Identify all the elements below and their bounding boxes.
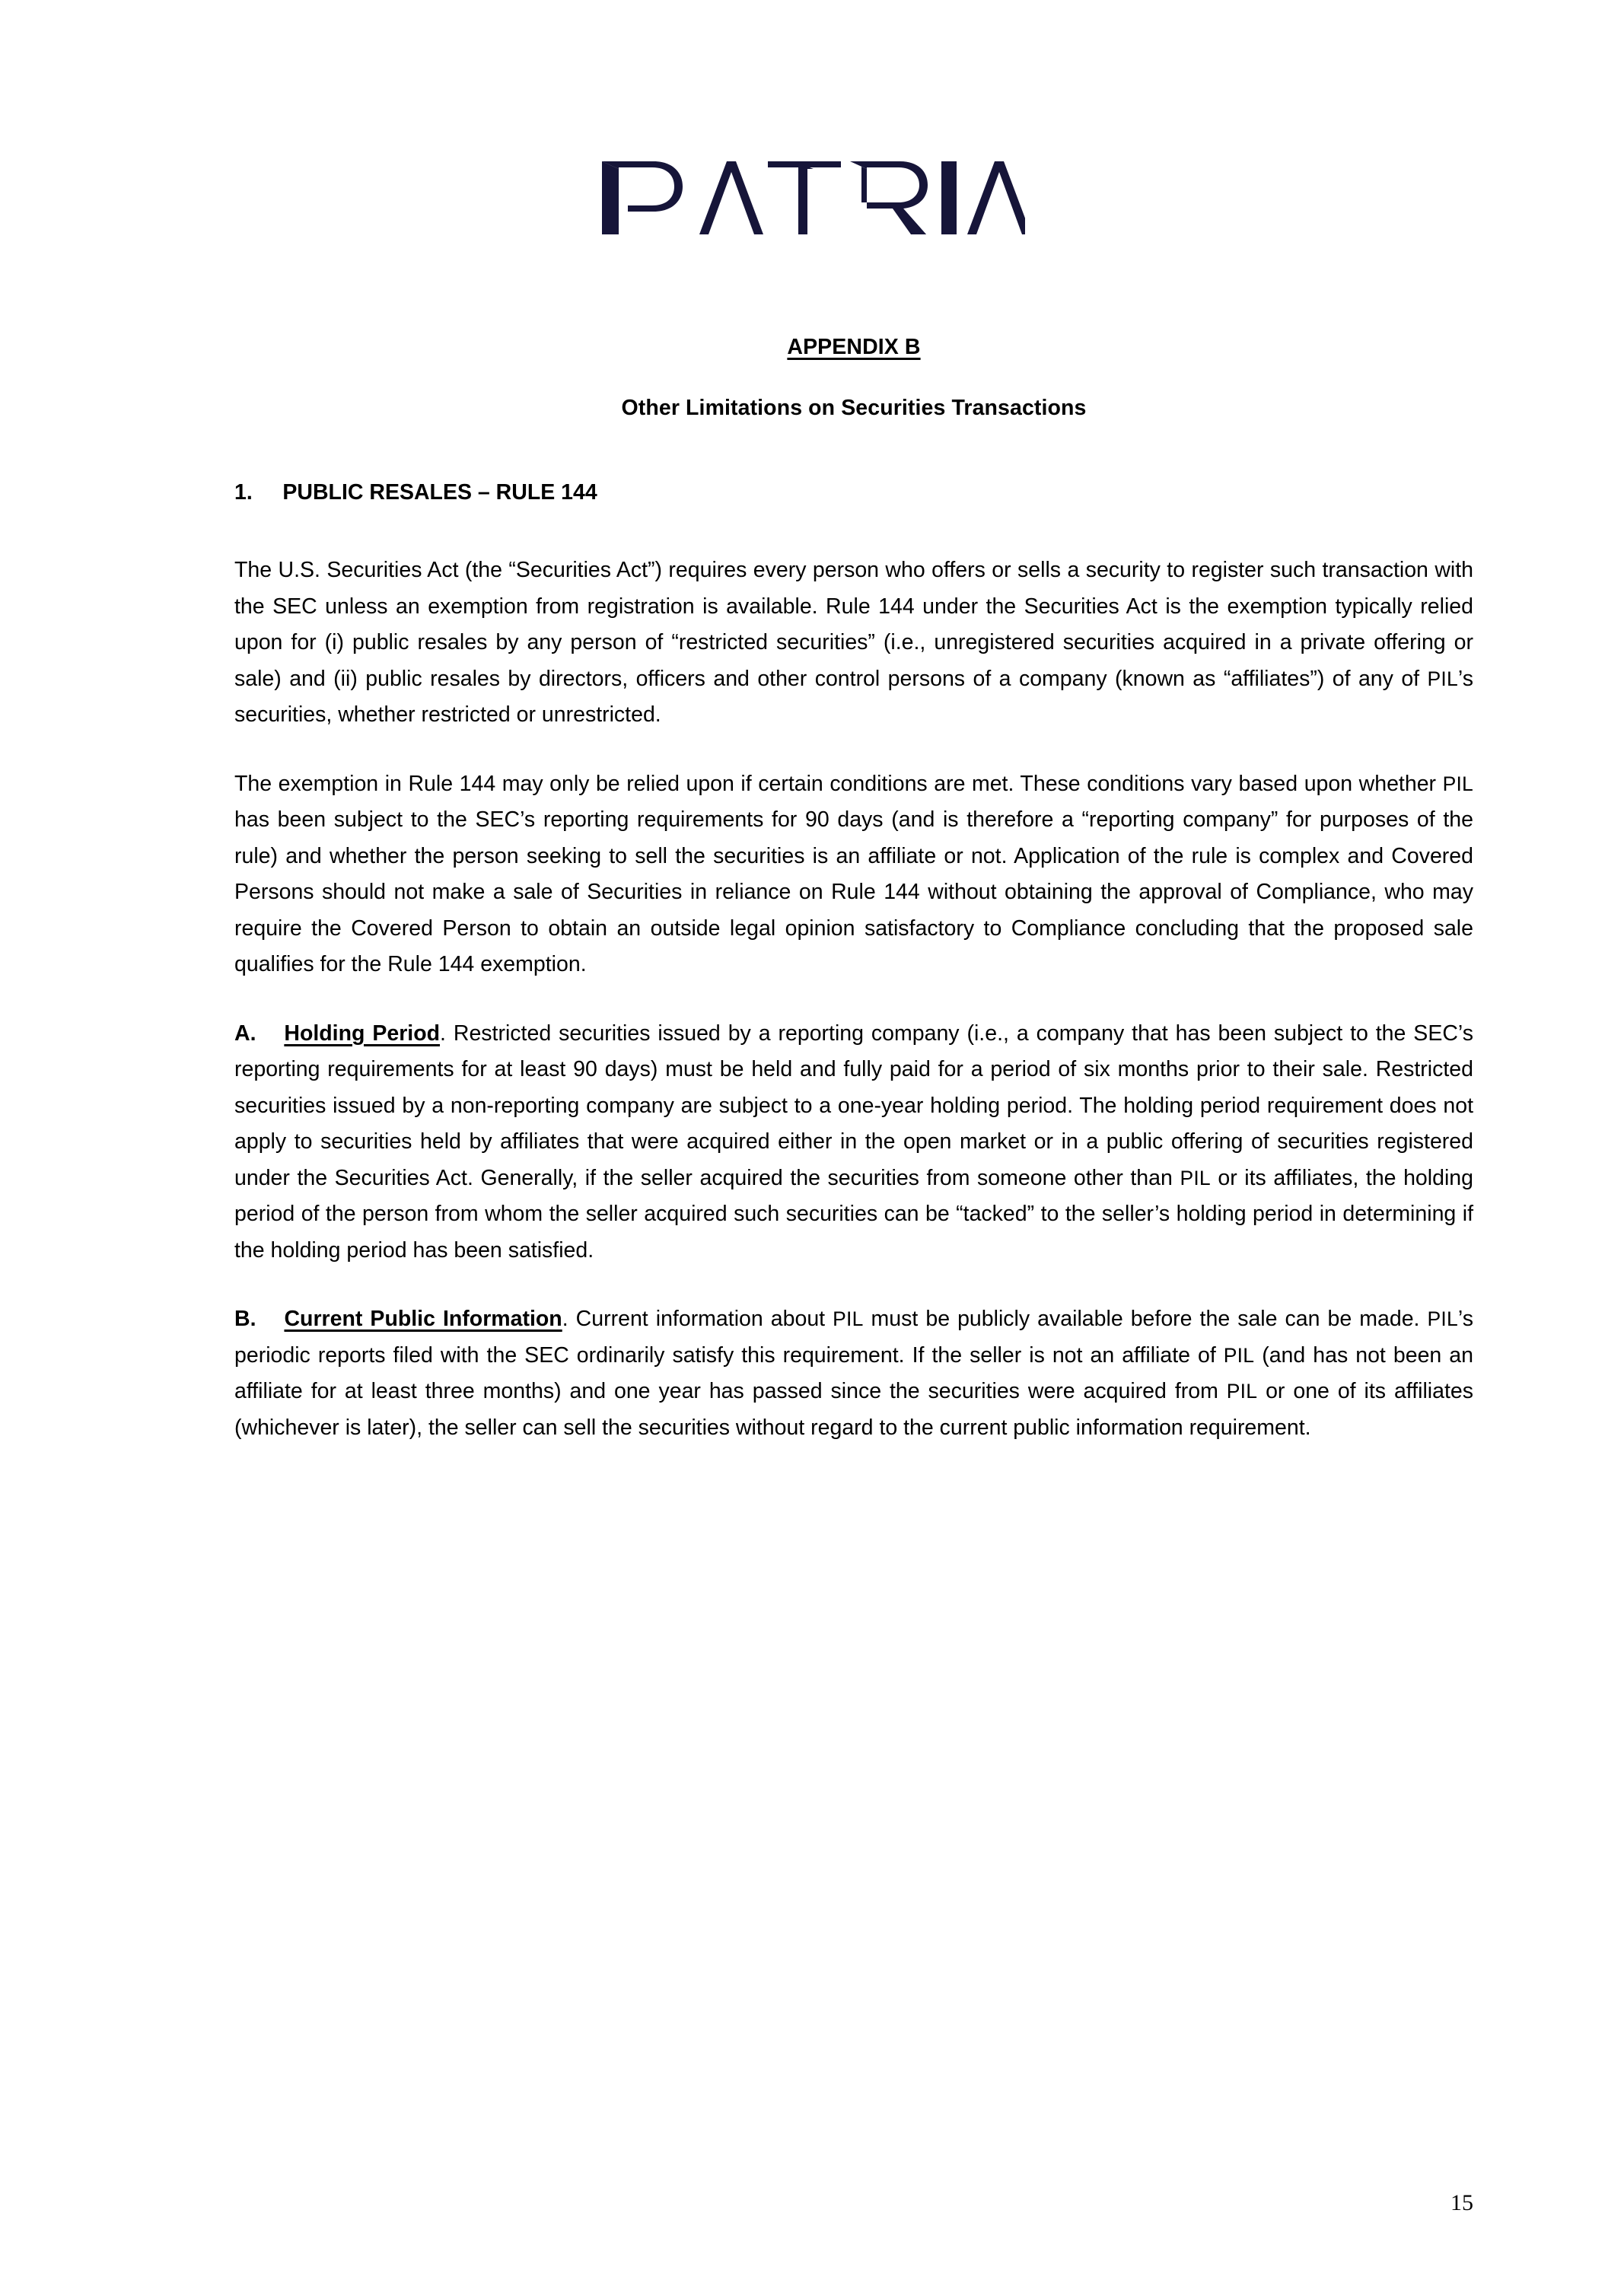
pil-abbr: PIL	[1226, 1380, 1258, 1403]
section-1-heading: 1. PUBLIC RESALES – RULE 144	[234, 480, 597, 505]
section-b-paragraph	[234, 1301, 1473, 1446]
page-number: 15	[1450, 2190, 1473, 2215]
section-b-text-a: . Current information about	[562, 1307, 833, 1331]
section-a-letter: A.	[234, 1021, 285, 1046]
section-b-letter: B.	[234, 1307, 285, 1331]
section-b-term: Current Public Information	[284, 1307, 562, 1331]
pil-abbr: PIL	[833, 1307, 864, 1330]
paragraph-1	[234, 553, 1473, 734]
appendix-heading	[234, 335, 1473, 360]
pil-abbr: PIL	[1427, 667, 1458, 690]
pil-abbr: PIL	[1427, 1307, 1458, 1330]
pil-abbr: PIL	[1442, 772, 1473, 795]
section-b-text-d: (and has not been an affiliate for at least three months) and one year has passed since the securities were acquired from	[234, 1342, 1473, 1403]
section-a-paragraph	[234, 1016, 1473, 1269]
paragraph-2-text-b: has been subject to the SEC’s reporting requirements for 90 days (and is therefore a “reporting company” for purposes of the rule) and whether the person seeking to sell the securities is an affiliate or not. Application of the rule is complex and Covered Persons should not make a sale of Securities in reliance on Rule 144 without obtaining the approval of Compliance, who may require the Covered Person to obtain an outside legal opinion satisfactory to Compliance concluding that the proposed sale qualifies for the Rule 144 exemption.	[234, 807, 1473, 976]
document-subtitle: Other Limitations on Securities Transactions	[621, 396, 1087, 420]
patria-wordmark-icon	[599, 152, 1025, 244]
appendix-heading-text: APPENDIX B	[787, 335, 921, 359]
paragraph-1-text-b: ’s securities, whether restricted or unrestricted.	[234, 666, 1473, 727]
section-a-text-b: or its affiliates, the holding period of the person from whom the seller acquired such securities can be “tacked” to the seller’s holding period in determining if the holding period has been satisfied.	[234, 1165, 1473, 1263]
document-body	[234, 335, 1473, 1446]
section-b-text-e: or one of its affiliates (whichever is later), the seller can sell the securities without regard to the current public information requirement.	[234, 1379, 1473, 1440]
section-b-text-b: must be publicly available before the sale can be made.	[863, 1307, 1428, 1331]
section-a-term: Holding Period	[284, 1021, 441, 1046]
paragraph-2	[234, 766, 1473, 983]
section-b-text-c: ’s periodic reports filed with the SEC ordinarily satisfy this requirement. If the seller is not an affiliate of	[234, 1307, 1473, 1368]
section-a-text-a: . Restricted securities issued by a reporting company (i.e., a company that has been subject to the SEC’s reporting requirements for at least 90 days) must be held and fully paid for a period of six months prior to their sale. Restricted securities issued by a non-reporting company are subject to a one-year holding period. The holding period requirement does not apply to securities held by affiliates that were acquired either in the open market or in a public offering of securities registered under the Securities Act. Generally, if the seller acquired the securities from someone other than	[234, 1021, 1473, 1190]
paragraph-2-text-a: The exemption in Rule 144 may only be relied upon if certain conditions are met. These conditions vary based upon whether	[234, 771, 1443, 796]
paragraph-1-text-a: The U.S. Securities Act (the “Securities Act”) requires every person who offers or sells a security to register such transaction with the SEC unless an exemption from registration is available. Rule 144 under the Securities Act is the exemption typically relied upon for (i) public resales by any person of “restricted securities” (i.e., unregistered securities acquired in a private offering or sale) and (ii) public resales by directors, officers and other control persons of a company (known as “affiliates”) of any of	[234, 558, 1473, 691]
brand-logo	[0, 152, 1624, 244]
pil-abbr: PIL	[1223, 1343, 1255, 1367]
pil-abbr: PIL	[1180, 1166, 1211, 1189]
